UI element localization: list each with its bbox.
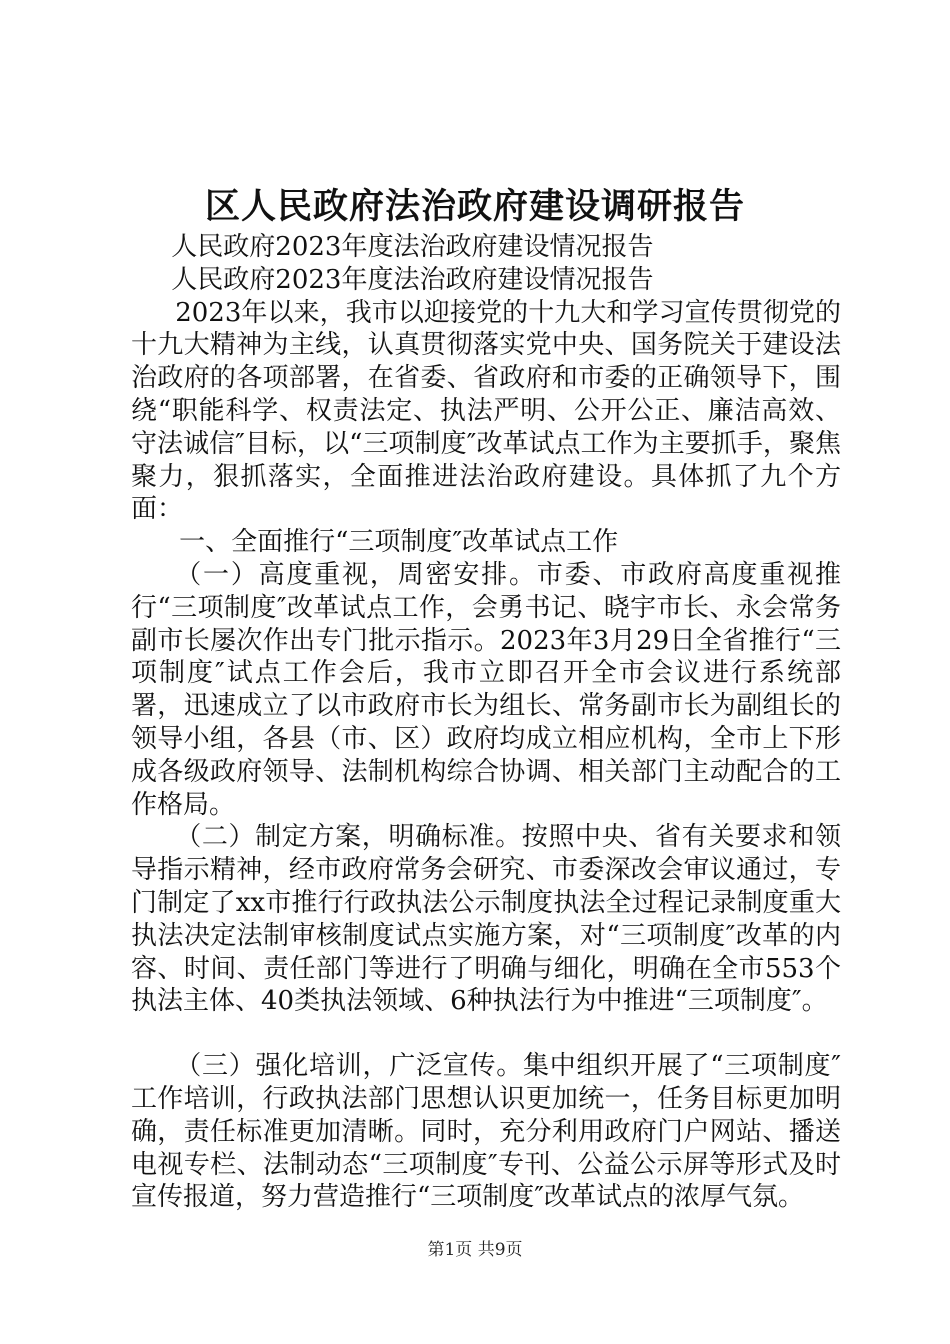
document-body: [131, 231, 841, 1214]
body-paragraph: （一）高度重视，周密安排。市委、市政府高度重视推行“三项制度″改革试点工作，会勇书记、晓宇市长、永会常务副市长屡次作出专门批示指示。2023年3月29日全省推行“三项制度″试点工作会后，我市立即召开全市会议进行系统部署，迅速成立了以市政府市长为组长、常务副市长为副组长的领导小组，各县（市、区）政府均成立相应机构，全市上下形成各级政府领导、法制机构综合协调、相关部门主动配合的工作格局。: [131, 559, 841, 820]
intro-paragraph: 2023年以来，我市以迎接党的十九大和学习宣传贯彻党的十九大精神为主线，认真贯彻落实党中央、国务院关于建设法治政府的各项部署，在省委、省政府和市委的正确领导下，围绕“职能科学、权责法定、执法严明、公开公正、廉洁高效、守法诚信″目标，以“三项制度″改革试点工作为主要抓手，聚焦聚力，狠抓落实，全面推进法治政府建设。具体抓了九个方面：: [131, 297, 841, 525]
body-paragraph: （三）强化培训，广泛宣传。集中组织开展了“三项制度″工作培训，行政执法部门思想认识更加统一，任务目标更加明确，责任标准更加清晰。同时，充分利用政府门户网站、播送电视专栏、法制动态“三项制度″专刊、公益公示屏等形式及时宣传报道，努力营造推行“三项制度″改革试点的浓厚气氛。: [131, 1051, 841, 1213]
paragraph-gap: [131, 1018, 841, 1050]
document-title: 区人民政府法治政府建设调研报告: [204, 186, 745, 227]
body-paragraph: （二）制定方案，明确标准。按照中央、省有关要求和领导指示精神，经市政府常务会研究、市委深改会审议通过，专门制定了xx市推行行政执法公示制度执法全过程记录制度重大执法决定法制审核制度试点实施方案，对“三项制度″改革的内容、时间、责任部门等进行了明确与细化，明确在全市553个执法主体、40类执法领域、6种执法行为中推进“三项制度″。: [131, 822, 841, 1017]
subtitle-line: 人民政府2023年度法治政府建设情况报告: [171, 264, 654, 295]
subtitle-line: 人民政府2023年度法治政府建设情况报告: [171, 232, 654, 262]
page-footer: 第1页 共9页: [427, 1240, 523, 1260]
section-heading: 一、全面推行“三项制度″改革试点工作: [179, 527, 619, 558]
